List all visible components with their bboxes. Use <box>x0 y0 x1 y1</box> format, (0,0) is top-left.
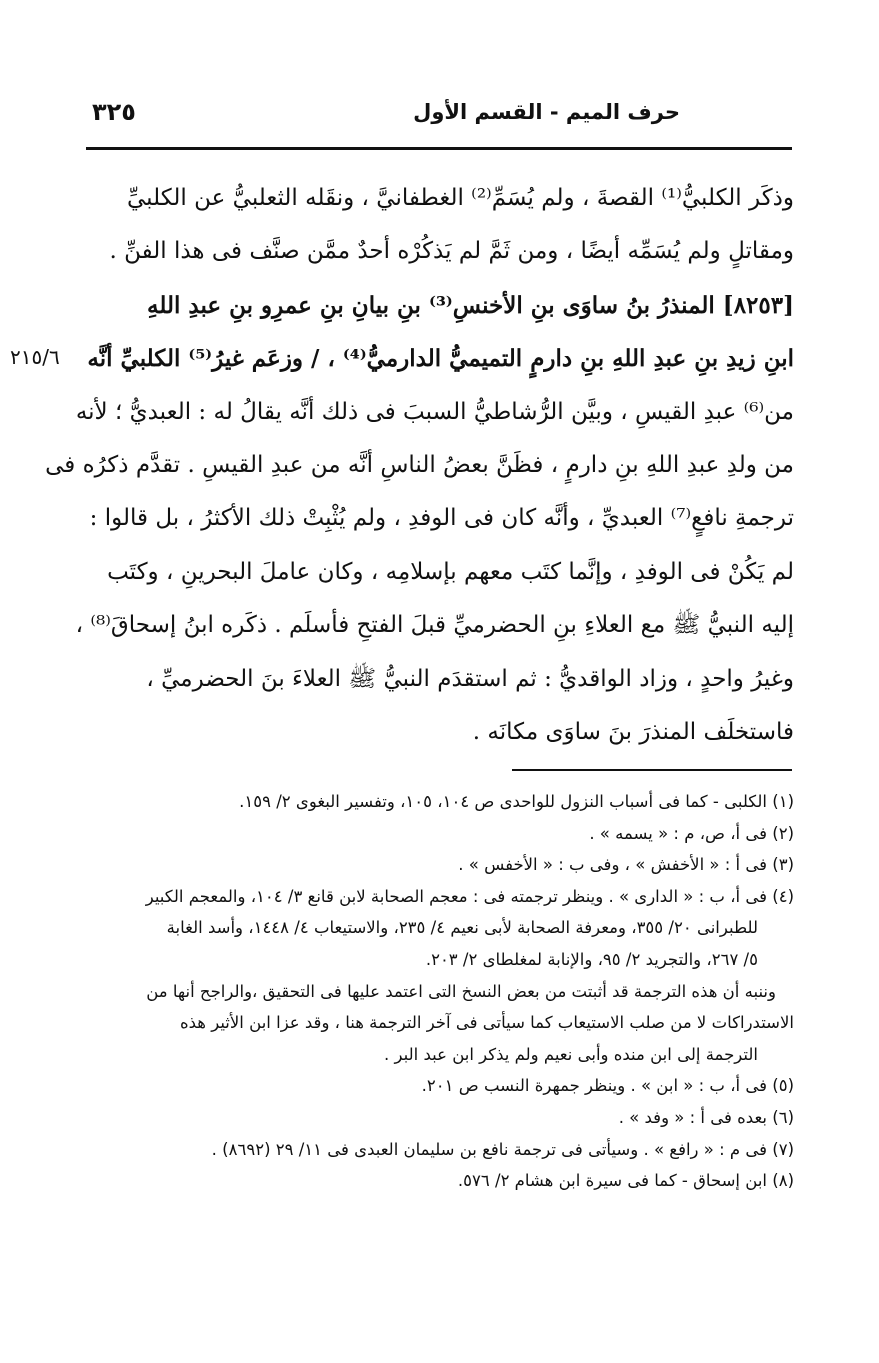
footnote-continuation: للطبرانى ٢٠/ ٣٥٥، ومعرفة الصحابة لأبى نعيم ٤/ ٢٣٥، والاستيعاب ٤/ ١٤٤٨، وأسد الغابة <box>166 918 758 938</box>
main-text <box>45 172 794 759</box>
text-line: من ولدِ عبدِ اللهِ بنِ دارمٍ ، فظَنَّ بعضُ الناسِ أنَّه من عبدِ القيسِ . تقدَّم ذكرُه فى <box>45 451 794 478</box>
text-line: فاستخلَف المنذرَ بنَ ساوَى مكانَه . <box>472 718 794 745</box>
footnote: (٨) ابن إسحاق - كما فى سيرة ابن هشام ٢/ ٥٧٦. <box>457 1171 794 1191</box>
footnote: (٢) فى أ، ص، م : « يسمه » . <box>589 823 794 843</box>
footnote-note: الترجمة إلى ابن منده وأبى نعيم ولم يذكر ابن عبد البر . <box>384 1044 758 1064</box>
text-line: إليه النبيُّ ﷺ مع العلاءِ بنِ الحضرميِّ قبلَ الفتحِ فأسلَم . ذكَره ابنُ إسحاقَ⁽⁸⁾ ، <box>75 612 794 639</box>
running-header <box>88 96 790 136</box>
footnote: (٤) فى أ، ب : « الدارى » . وينظر ترجمته فى : معجم الصحابة لابن قانع ٣/ ١٠٤، والمعجم الكبير <box>145 886 794 906</box>
entry-heading-line: [٨٢٥٣] المنذرُ بنُ ساوَى بنِ الأخنسِ⁽³⁾ بنِ بيانِ بنِ عمرِو بنِ عبدِ اللهِ <box>147 291 794 319</box>
footnote: (٦) بعده فى أ : « وفد » . <box>618 1107 794 1127</box>
footnote: (١) الكلبى - كما فى أسباب النزول للواحدى ص ١٠٤، ١٠٥، وتفسير البغوى ٢/ ١٥٩. <box>239 792 794 811</box>
text-line: ترجمةِ نافعٍ⁽⁷⁾ العبديِّ ، وأنَّه كان فى الوفدِ ، ولم يُثْبِتْ ذلك الأكثرُ ، بل قالوا : <box>89 505 794 532</box>
footnote-note: وننبه أن هذه الترجمة قد أثبتت من بعض النسخ التى اعتمد عليها فى التحقيق ،والراجح أنها من <box>146 981 776 1001</box>
footnote: (٥) فى أ، ب : « ابن » . وينظر جمهرة النسب ص ٢٠١. <box>421 1076 794 1096</box>
footnote-note: الاستدراكات لا من صلب الاستيعاب كما سيأتى فى آخر الترجمة هنا ، وقد عزا ابن الأثير هذه <box>179 1013 794 1033</box>
text-line: لم يَكُنْ فى الوفدِ ، وإنَّما كتَب معهم بإسلامِه ، وكان عاملَ البحرينِ ، وكتَب <box>107 558 794 585</box>
text-line: وذكَر الكلبيُّ⁽¹⁾ القصةَ ، ولم يُسَمِّ⁽²⁾ الغطفانيَّ ، ونقَله الثعلبيُّ عن الكلبيِّ <box>126 185 794 211</box>
footnote: (٧) فى م : « رافع » . وسيأتى فى ترجمة نافع بن سليمان العبدى فى ١١/ ٢٩ (٨٦٩٢) . <box>211 1139 794 1159</box>
margin-page-reference: ٢١٥/٦ <box>10 345 60 369</box>
text-line: وغيرُ واحدٍ ، وزاد الواقديُّ : ثم استقدَم النبيُّ ﷺ العلاءَ بنَ الحضرميِّ ، <box>146 665 794 692</box>
text-line: من⁽⁶⁾ عبدِ القيسِ ، وبيَّن الرُّشاطيُّ السببَ فى ذلك أنَّه يقالُ له : العبديُّ ؛ لأنه <box>75 398 794 425</box>
page-number: ٣٢٥ <box>92 98 136 126</box>
footnote: (٣) فى أ : « الأخفش » ، وفى ب : « الأخفس » . <box>458 855 794 875</box>
text-line: ومقاتلٍ ولم يُسَمِّه أيضًا ، ومن ثَمَّ لم يَذكُرْه أحدٌ ممَّن صنَّف فى هذا الفنِّ . <box>109 238 794 265</box>
footnote-continuation: ٥/ ٢٦٧، والتجريد ٢/ ٩٥، والإنابة لمغلطاى ٢/ ٢٠٣. <box>425 949 758 969</box>
header-rule <box>86 147 792 150</box>
footnotes <box>86 786 794 1197</box>
running-title: حرف الميم - القسم الأول <box>413 100 680 124</box>
entry-heading-line: ابنِ زيدِ بنِ عبدِ اللهِ بنِ دارمٍ التميميُّ الدارميُّ⁽⁴⁾ ، / وزعَم غيرُ⁽⁵⁾ الكلبيِّ أنَّه <box>87 345 794 373</box>
footnote-rule <box>512 769 792 771</box>
